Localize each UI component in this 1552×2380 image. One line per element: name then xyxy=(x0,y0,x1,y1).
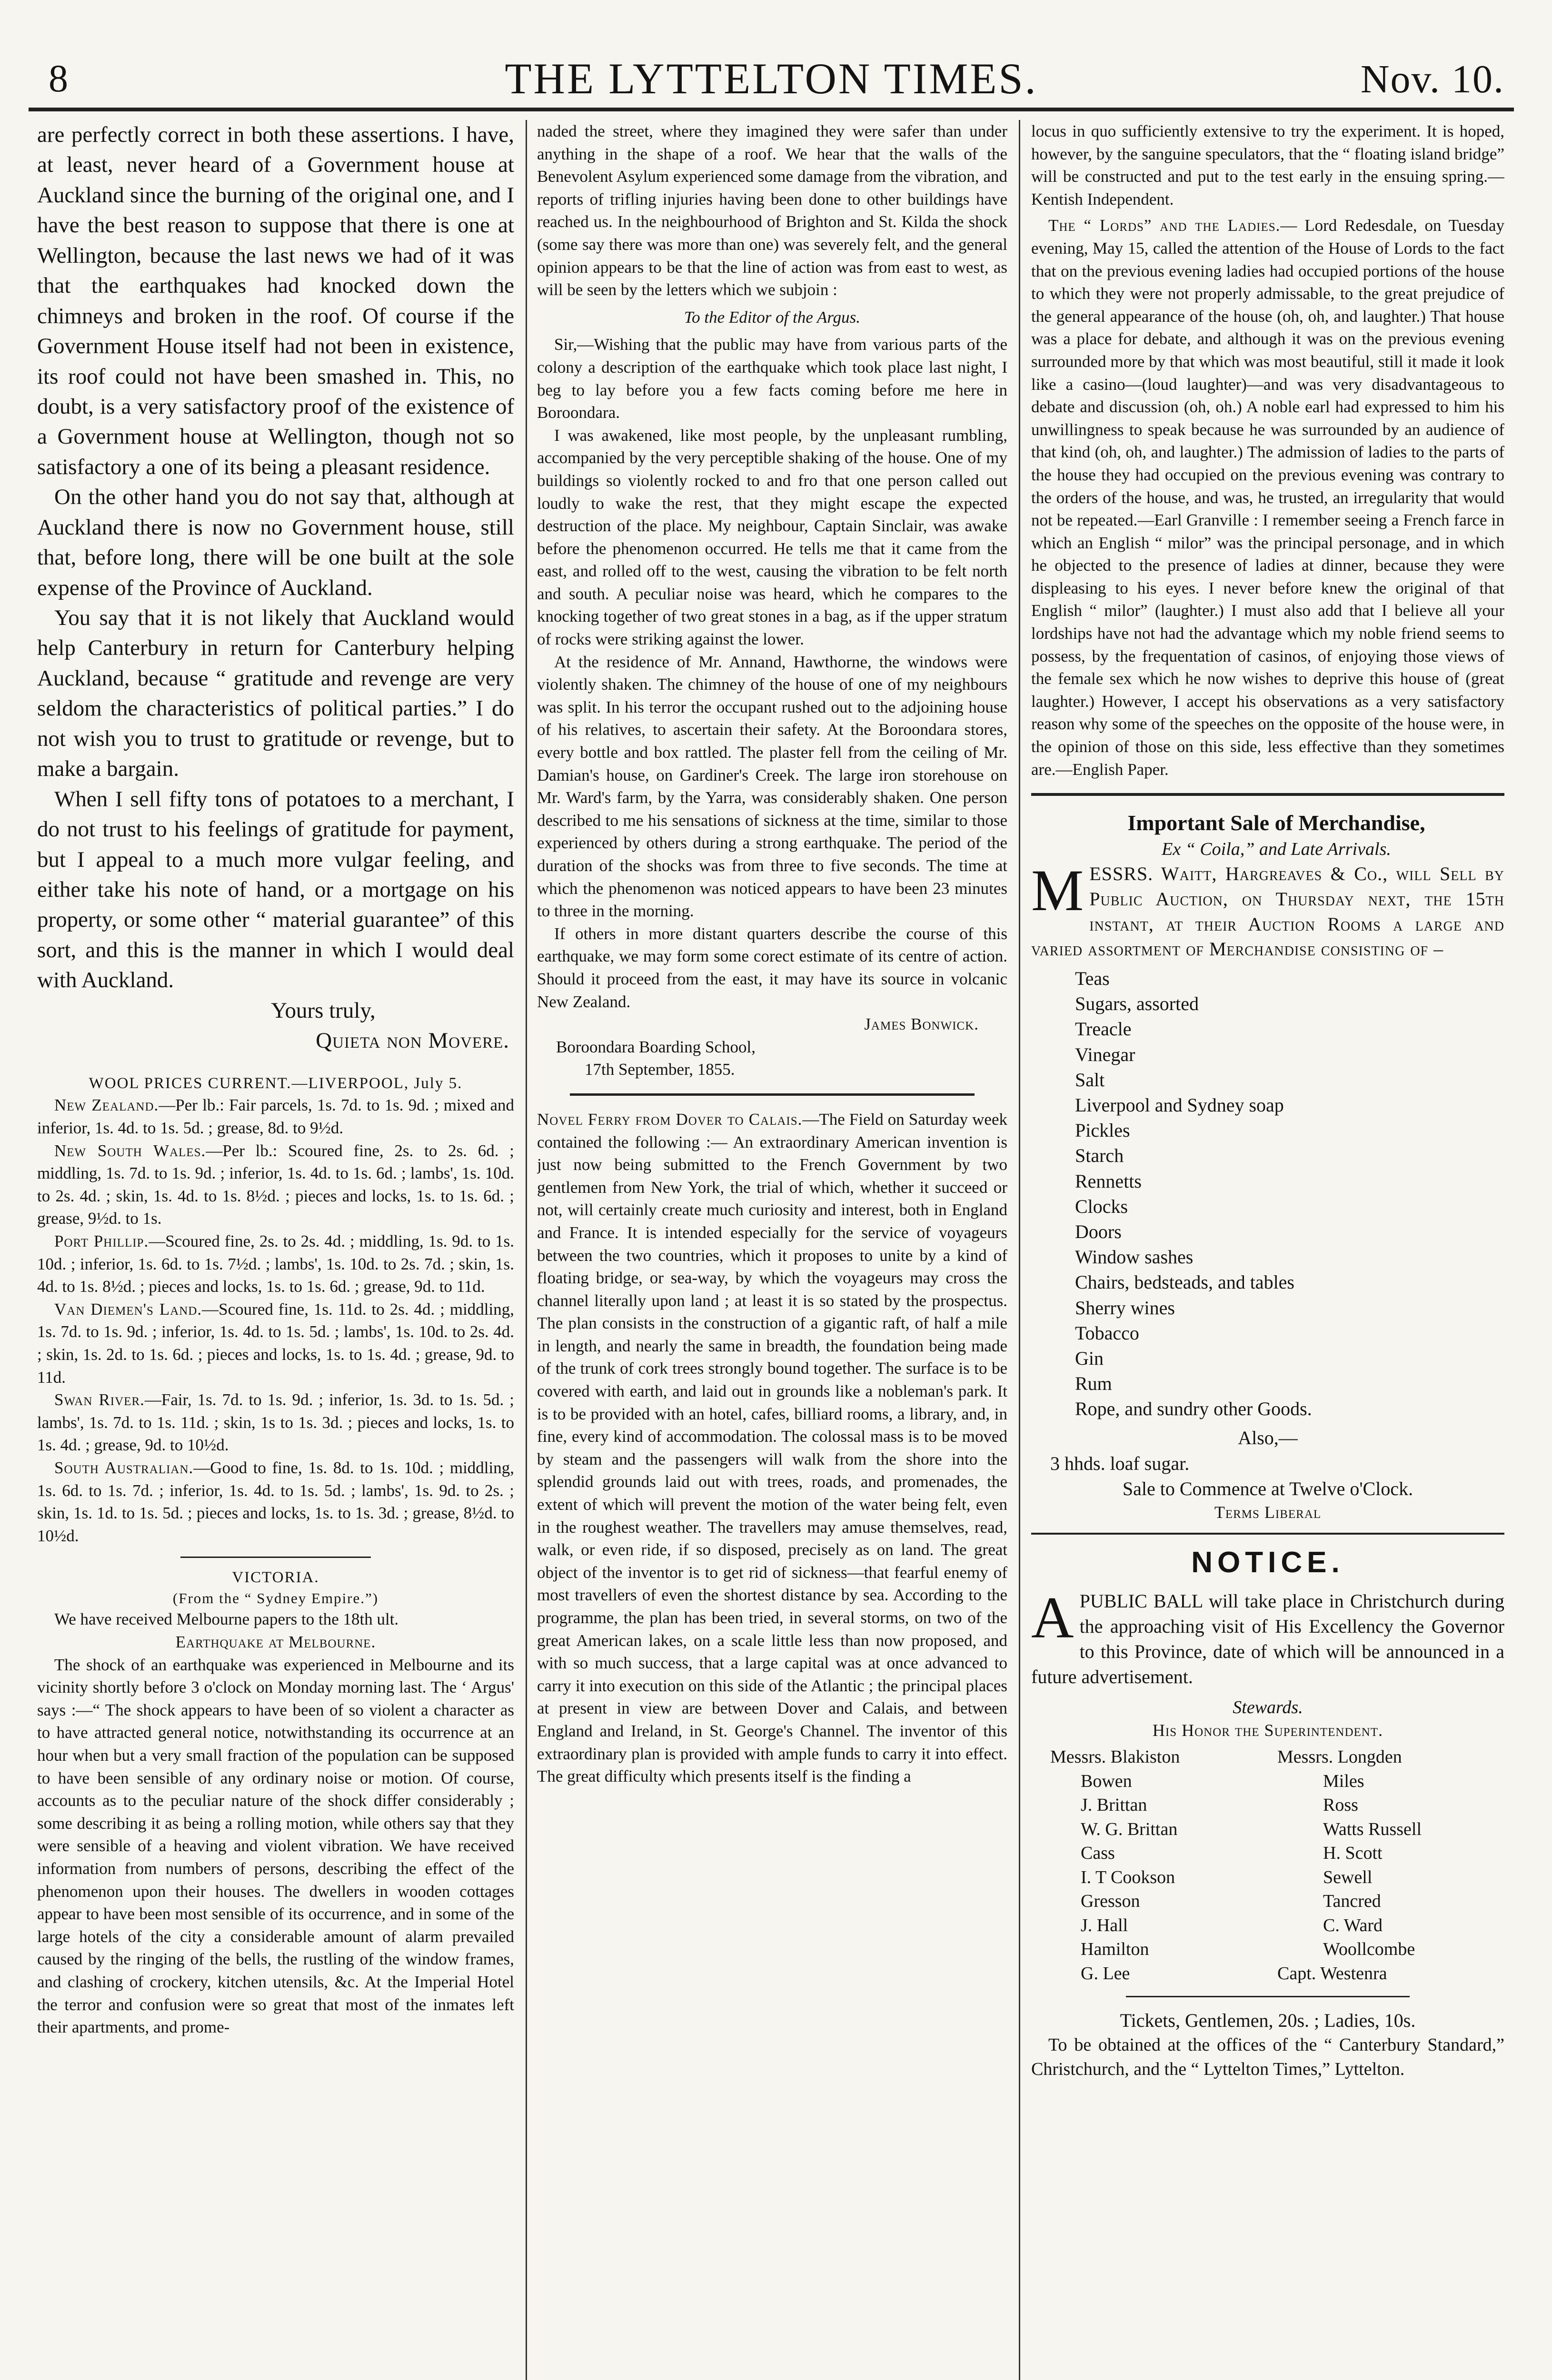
steward-left: Cass xyxy=(1081,1843,1115,1864)
stewards-heading-text: Stewards. xyxy=(1233,1697,1303,1717)
wool-price-text: —Per lb.: Scoured fine, 2s. to 2s. 6d. ; middling, 1s. 7d. to 1s. 9d. ; inferior, 1s. 4d. to 1s. 6d. ; lambs', 1s. 10d. to 2s. 4d. ; skin, 1s. 4d. to 1s. 8½d. ; pieces and locks, 1s. to 1s. 6d. ; grease, 9½d. to 1s. xyxy=(37,1141,514,1228)
section-rule xyxy=(180,1557,371,1558)
ad-title: Important Sale of Merchandise, xyxy=(1127,811,1425,835)
steward-left: Gresson xyxy=(1081,1891,1140,1912)
letter-paragraph: When I sell fifty tons of potatoes to a merchant, I do not trust to his feelings of gratitude for payment, but I appeal to a much more vulgar feeling, and either take his note of hand, or a mortgage on his property, or some other “ material guarantee” of this sort, and this is the manner in which I would deal with Auckland. xyxy=(37,786,514,993)
ad-subtitle: Ex “ Coila,” and Late Arrivals. xyxy=(1162,839,1391,860)
ad-intro xyxy=(1031,857,1504,962)
steward-left: Hamilton xyxy=(1081,1939,1149,1960)
column-1 xyxy=(37,120,514,2380)
merchandise-item: Gin xyxy=(1075,1347,1104,1369)
merchandise-item: Treacle xyxy=(1075,1018,1132,1040)
letter-paragraph: are perfectly correct in both these assertions. I have, at least, never heard of a Government house at Auckland since the burning of the original one, and I have the best reason to suppose that there is one at Wellington, because the last news we had of it was that the earthquakes had knocked down the chimneys and broken in the roof. Of course if the Government House itself had not been in existence, its roof could not have been smashed in. This, no doubt, is a very satisfactory proof of the existence of a Government house at Wellington, though not so satisfactory a one of its being a pleasant residence. xyxy=(37,122,514,479)
wool-region: New Zealand. xyxy=(54,1096,159,1115)
steward-right: Woollcombe xyxy=(1323,1939,1415,1960)
newspaper-title: THE LYTTELTON TIMES. xyxy=(505,54,1038,103)
merchandise-item: Teas xyxy=(1075,968,1110,990)
editor-heading-text: To the Editor of the Argus. xyxy=(684,307,861,327)
merchandise-item: Vinegar xyxy=(1075,1043,1135,1065)
column-2 xyxy=(537,120,1007,2380)
merchandise-item: Salt xyxy=(1075,1069,1105,1091)
merchandise-item: Rum xyxy=(1075,1373,1112,1395)
ferry-article xyxy=(537,1108,1007,1788)
wool-price-text: —Per lb.: Fair parcels, 1s. 7d. to 1s. 9d. ; mixed and inferior, 1s. 4d. to 1s. 5d. ; grease, 8d. to 9½d. xyxy=(37,1096,514,1138)
issue-date: Nov. 10. xyxy=(1360,57,1504,101)
wool-price-text: —Scoured fine, 1s. 11d. to 2s. 4d. ; middling, 1s. 7d. to 1s. 9d. ; inferior, 1s. 4d. to 1s. 5d. ; lambs', 1s. 10d. to 2s. 4d. ; skin, 1s. 2d. to 1s. 6d. ; pieces and locks, 1s. to 1s. 4d. ; grease, 9d. to 11d. xyxy=(37,1299,514,1387)
notice-text xyxy=(1031,1585,1504,1689)
steward-right: Miles xyxy=(1323,1771,1364,1791)
letter-signature: Quieta non Movere. xyxy=(316,1028,509,1053)
wool-price-text: —Good to fine, 1s. 8d. to 1s. 10d. ; middling, 1s. 6d. to 1s. 7d. ; inferior, 1s. 4d. to 1s. 5d. ; lambs', 1s. 9d. to 2s. ; skin, 1s. 1d. to 1s. 5d. ; pieces and locks, 1s. to 1s. 3d. ; grease, 8½d. to 10½d. xyxy=(37,1458,514,1545)
bonwick-signature: James Bonwick. xyxy=(864,1015,979,1034)
wool-price-text: —Scoured fine, 2s. to 2s. 4d. ; middling, 1s. 9d. to 1s. 10d. ; inferior, 1s. 6d. to 1s. 7½d. ; lambs', 1s. 10d. to 2s. 7d. ; skin, 1s. 4d. to 1s. 8½d. ; pieces and locks, 1s. to 1s. 6d. ; grease, 9d. to 11d. xyxy=(37,1232,514,1296)
wool-prices-heading: WOOL PRICES CURRENT.—LIVERPOOL, July 5. xyxy=(89,1074,463,1092)
merchandise-item: Tobacco xyxy=(1075,1322,1139,1344)
wool-region: Port Phillip. xyxy=(54,1232,149,1250)
victoria-intro: We have received Melbourne papers to the 18th ult. xyxy=(54,1610,399,1629)
merchandise-item: Rennetts xyxy=(1075,1170,1142,1192)
wool-price-entry xyxy=(37,1388,514,1457)
lords-ladies-heading: The “ Lords” and the Ladies. xyxy=(1048,216,1281,235)
stewards-heading xyxy=(1031,1696,1504,1720)
earthquake-report-continued: naded the street, where they imagined they were safer than under anything in the shape of a roof. We hear that the walls of the Benevolent Asylum experienced some damage from the vibration, and reports of trifling injuries having been done to other buildings have reached us. In the neighbourhood of Brighton and St. Kilda the shock (some say there was more than one) was severely felt, and the general opinion appears to be that the line of action was from east to west, as will be seen by the letters which we subjoin : xyxy=(537,122,1007,299)
ad-intro-text: ESSRS. Waitt, Hargreaves & Co., will Sell by Public Auction, on Thursday next, the 15th instant, at their Auction Rooms a large and varied assortment of Merchandise consisting of – xyxy=(1031,863,1504,960)
merchandise-item: Sugars, assorted xyxy=(1075,993,1199,1015)
victoria-source: (From the “ Sydney Empire.”) xyxy=(172,1590,379,1607)
merchandise-item: Chairs, bedsteads, and tables xyxy=(1075,1271,1294,1293)
merchandise-item: Starch xyxy=(1075,1145,1124,1167)
earthquake-heading: Earthquake at Melbourne. xyxy=(175,1633,376,1651)
lords-ladies-text: — Lord Redesdale, on Tuesday evening, May 15, called the attention of the House of Lords to the fact that on the previous evening ladies had occupied portions of the house to which they were not properly admissable, to the great prejudice of the general appearance of the house (oh, oh, and laughter.) That house was a place for debate, and although it was on the previous evening surrounded more by that which was most beautiful, still it made it look like a casino—(loud laughter)—and was very disadvantageous to debate and discussion (oh, oh.) A noble earl had expressed to him his unwillingness to speak because he was surrounded by an audience of that kind (oh, oh, and laughter.) The admission of ladies to the parts of the house they had occupied on the previous evening was contrary to the orders of the house, and was, he trusted, an irregularity that would not be repeated.—Earl Granville : I remember seeing a French farce in which an English “ milor” was the principal personage, and in which he objected to the presence of ladies at dinner, because they were displeasing to his eyes. I never before knew the original of that English “ milor” (laughter.) I must also add that I believe all your lordships have not had the advantage which my noble friend seems to possess, by the frequentation of casinos, of enjoying those views of the female sex which he now wishes to deprive this house of (great laughter.) However, I accept his observations as a very satisfactory reason why some of the speeches on the opposite of the house were, in the opinion of those on this side, less effective than they sometimes are.—English Paper. xyxy=(1031,216,1504,779)
ball-notice xyxy=(1031,1543,1504,2082)
letter-paragraph: You say that it is not likely that Auckland would help Canterbury in return for Canterbury helping Auckland, because “ gratitude and revenge are very seldom the characteristics of political parties.” I do not wish you to trust to gratitude or revenge, but to make a bargain. xyxy=(37,605,514,782)
steward-right: Watts Russell xyxy=(1323,1819,1422,1839)
bonwick-letter-paragraph: Sir,—Wishing that the public may have from various parts of the colony a description of the earthquake which took place last night, I beg to lay before you a few facts coming before me here in Boroondara. xyxy=(537,335,1007,422)
wool-price-entry xyxy=(37,1457,514,1547)
letter-closing: Yours truly, xyxy=(271,998,376,1023)
masthead xyxy=(29,51,1514,109)
notice-heading: NOTICE. xyxy=(1191,1546,1344,1579)
ferry-heading: Novel Ferry from Dover to Calais. xyxy=(537,1110,803,1129)
editor-heading xyxy=(537,306,1007,329)
page-number: 8 xyxy=(49,57,68,100)
steward-right: Sewell xyxy=(1323,1867,1373,1887)
steward-left: J. Brittan xyxy=(1081,1795,1147,1815)
section-rule xyxy=(570,1093,975,1096)
merchandise-item: Window sashes xyxy=(1075,1246,1194,1268)
bonwick-letter-paragraph: If others in more distant quarters describe the course of this earthquake, we may form some corect estimate of its centre of action. Should it proceed from the east, it may have its source in volcanic New Zealand. xyxy=(537,924,1007,1011)
ticket-prices: Tickets, Gentlemen, 20s. ; Ladies, 10s. xyxy=(1120,2010,1416,2032)
steward-right: Tancred xyxy=(1323,1891,1381,1912)
steward-left: G. Lee xyxy=(1081,1963,1130,1983)
wool-region: Swan River. xyxy=(54,1390,145,1409)
merchandise-item: Pickles xyxy=(1075,1120,1130,1141)
wool-region: Van Diemen's Land. xyxy=(54,1299,202,1319)
merchandise-advertisement xyxy=(1031,808,1504,1524)
section-rule xyxy=(1031,793,1504,796)
merchandise-item: Doors xyxy=(1075,1220,1122,1242)
notice-body: PUBLIC BALL will take place in Christchurch during the approaching visit of His Excellency the Governor to this Province, date of which will be announced in a future advertisement. xyxy=(1031,1590,1504,1687)
merchandise-item: Rope, and sundry other Goods. xyxy=(1075,1398,1312,1420)
steward-left: Bowen xyxy=(1081,1771,1132,1791)
ferry-text: —The Field on Saturday week contained the following :— An extraordinary American invention is just now being submitted to the French Government by two gentlemen from New York, the trial of which, whether it succeed or not, will certainly create much curiosity and interest, both in England and France. It is intended especially for the service of voyageurs between the two countries, which it proposes to unite by a kind of floating bridge, or sea-way, by which the voyageurs may cross the channel literally upon land ; at least it is so stated by the prospectus. The plan consists in the construction of a gigantic raft, of half a mile in length, and nearly the same in breadth, the foundation being made of the trunk of cork trees strongly bound together. The surface is to be covered with earth, and laid out in grounds like a nobleman's park. It is to be provided with an hotel, cafes, billiard rooms, a library, and, in fine, every kind of accommodation. The colossal mass is to be moved by steam and the passengers will walk from the shore into the splendid grounds laid out with trees, roads, and promenades, the extent of which will prevent the motion of the water being felt, even in the roughest weather. The travellers may amuse themselves, read, walk, or even ride, if so disposed, precisely as on land. The great object of the inventor is to get rid of sickness—that fearful enemy of most travellers of even the shortest distance by sea. According to the programme, the plan has been tried, in several storms, on two of the great American lakes, on a scale little less than now proposed, and with so much success, that a large capital was at once advanced to carry it into execution on this side of the Atlantic ; the principal places at present in view are between Dover and Calais, and between England and Ireland, in St. George's Channel. The inventor of this extraordinary plan is provided with ample funds to carry it into effect. The great difficulty which presents itself is the finding a xyxy=(537,1110,1007,1786)
ad-commence: Sale to Commence at Twelve o'Clock. xyxy=(1122,1478,1413,1499)
steward-left: J. Hall xyxy=(1081,1915,1128,1935)
bonwick-date: 17th September, 1855. xyxy=(585,1060,735,1079)
ad-also: Also,— xyxy=(1238,1427,1298,1449)
wool-price-entry xyxy=(37,1140,514,1230)
ticket-outlets: To be obtained at the offices of the “ Canterbury Standard,” Christchurch, and the “ Lyttelton Times,” Lyttelton. xyxy=(1031,2035,1504,2079)
steward-right: Ross xyxy=(1323,1795,1358,1815)
wool-region: New South Wales. xyxy=(54,1141,206,1160)
earthquake-report: The shock of an earthquake was experienced in Melbourne and its vicinity shortly before 3 o'clock on Monday morning last. The ‘ Argus' says :—“ The shock appears to have been of so violent a character as to have attracted general notice, notwithstanding its occurrence at an hour when but a very small fraction of the population can be supposed to have been sensible of any ordinary noise or motion. Of course, accounts as to the peculiar nature of the shock differ considerably ; some describing it as being a rolling motion, while others say that they were sensible of a heaving and violent vibration. We have received information from numbers of persons, describing the effect of the phenomenon upon their houses. The dwellers in wooden cottages appear to have been most sensible of its occurrence, and in some of the large hotels of the city a considerable amount of alarm prevailed caused by the ringing of the bells, the rustling of the window frames, and clashing of crockery, kitchen utensils, &c. At the Imperial Hotel the terror and confusion were so great that most of the inmates left their apartments, and prome- xyxy=(37,1655,514,2037)
steward-right: Messrs. Longden xyxy=(1277,1746,1402,1767)
stewards-honor: His Honor the Superintendent. xyxy=(1152,1721,1383,1740)
merchandise-item: Sherry wines xyxy=(1075,1297,1175,1319)
stewards-list xyxy=(1050,1745,1504,1985)
wool-price-text: —Fair, 1s. 7d. to 1s. 9d. ; inferior, 1s. 3d. to 1s. 5d. ; lambs', 1s. 7d. to 1s. 11d. ; skin, 1s to 1s. 3d. ; pieces and locks, 1s. to 1s. 4d. ; grease, 9d. to 10½d. xyxy=(37,1390,514,1455)
lords-ladies-article xyxy=(1031,214,1504,781)
column-3 xyxy=(1031,120,1504,2380)
ferry-article-continued: locus in quo sufficiently extensive to try the experiment. It is hoped, however, by the sanguine speculators, that the “ floating island bridge” will be constructed and put to the test early in the ensuing spring.—Kentish Independent. xyxy=(1031,122,1504,208)
victoria-heading: VICTORIA. xyxy=(232,1569,319,1587)
merchandise-list xyxy=(1075,966,1504,1421)
wool-region: South Australian. xyxy=(54,1458,194,1477)
bonwick-address: Boroondara Boarding School, xyxy=(556,1037,756,1056)
merchandise-item: Clocks xyxy=(1075,1195,1128,1217)
ad-also-item: 3 hhds. loaf sugar. xyxy=(1050,1452,1190,1474)
steward-right: H. Scott xyxy=(1323,1843,1383,1864)
steward-left: I. T Cookson xyxy=(1081,1867,1175,1887)
section-rule xyxy=(1126,1996,1410,1997)
merchandise-item: Liverpool and Sydney soap xyxy=(1075,1094,1284,1116)
wool-price-entry xyxy=(37,1230,514,1298)
steward-left: W. G. Brittan xyxy=(1081,1819,1178,1839)
wool-price-entry xyxy=(37,1298,514,1388)
steward-right: C. Ward xyxy=(1323,1915,1383,1935)
letter-paragraph: On the other hand you do not say that, although at Auckland there is now no Government house, still that, before long, there will be one built at the sole expense of the Province of Auckland. xyxy=(37,485,514,600)
ad-terms: Terms Liberal xyxy=(1214,1503,1322,1522)
notice-drop-letter: A xyxy=(1031,1585,1074,1651)
column-divider xyxy=(526,120,527,2380)
ad-drop-letter: M xyxy=(1031,857,1084,923)
masthead-rule xyxy=(29,108,1514,111)
bonwick-letter-paragraph: I was awakened, like most people, by the unpleasant rumbling, accompanied by the very perceptible shaking of the house. One of my buildings so violently rocked to and fro that one person called out loudly to wake the rest, that they might escape the expected destruction of the place. My neighbour, Captain Sinclair, was awake before the phenomenon occurred. He tells me that it came from the east, and rolled off to the west, causing the vibration to be felt north and south. A peculiar noise was heard, which he compares to the knocking together of two great stones in a bag, as if the upper stratum of rocks were striking against the lower. xyxy=(537,426,1007,649)
steward-right: Capt. Westenra xyxy=(1277,1963,1387,1983)
section-rule xyxy=(1031,1533,1504,1535)
column-divider xyxy=(1019,120,1020,2380)
wool-price-entry xyxy=(37,1094,514,1139)
steward-left: Messrs. Blakiston xyxy=(1050,1746,1180,1767)
bonwick-letter-paragraph: At the residence of Mr. Annand, Hawthorne, the windows were violently shaken. The chimney of the house of one of my neighbours was split. In his terror the occupant rushed out to the adjoining house of his relatives, to ascertain their safety. At the Boroondara stores, every bottle and box rattled. The plaster fell from the ceiling of Mr. Damian's house, on Gardiner's Creek. The large iron storehouse on Mr. Ward's farm, by the Yarra, was considerably shaken. One person described to me his sensations of sickness at the time, similar to those experienced by others during a strong earthquake. The period of the duration of the shocks was from three to five seconds. The time at which the phenomenon was noticed appears to have been 23 minutes to three in the morning. xyxy=(537,652,1007,921)
